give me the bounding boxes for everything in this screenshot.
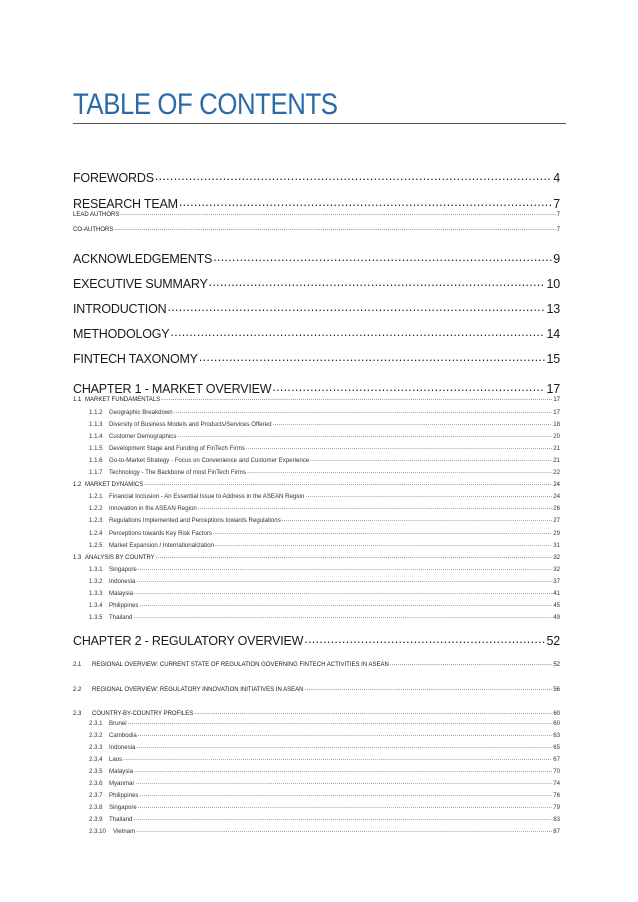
toc-entry-title [73,469,246,477]
toc-entry-page: 60 [553,711,560,717]
dot-leader [390,660,552,666]
toc-entry-page: 41 [553,590,560,598]
toc-entry-page: 65 [553,744,560,752]
toc-entry-number: 2.3.9 [89,816,103,824]
toc-entry-page: 7 [556,227,560,233]
toc-entry-page: 87 [553,828,560,836]
toc-entry[interactable] [73,541,560,550]
toc-entry-page: 17 [546,381,560,396]
toc-entry-page: 4 [553,170,560,185]
toc-entry[interactable] [73,492,560,501]
toc-entry-label: Vietnam [113,828,136,836]
toc-entry[interactable] [73,468,560,477]
dot-leader [272,380,545,393]
dot-leader [179,195,552,208]
toc-entry-title [73,517,281,525]
toc-entry[interactable] [73,275,560,292]
toc-entry[interactable] [73,660,560,669]
toc-entry[interactable] [73,480,560,489]
toc-entry-page: 17 [553,397,560,403]
toc-entry[interactable] [73,210,560,219]
dot-leader [246,444,552,450]
dot-leader [139,601,552,607]
dot-leader [114,225,555,231]
toc-entry[interactable] [73,395,560,404]
toc-entry-number: 1.1.6 [89,457,103,465]
dot-leader [272,420,552,426]
toc-entry-number: 1.1.2 [89,409,103,417]
toc-entry-title [73,352,198,367]
toc-entry[interactable] [73,408,560,417]
toc-entry-title [73,252,212,267]
toc-entry-label: Go-to-Market Strategy - Focus on Convenience and Customer Experience [109,457,310,465]
toc-entry-title [73,493,304,501]
toc-entry-number: 1.3 [73,555,82,561]
toc-entry-title [73,816,132,824]
toc-entry-page: 52 [546,633,560,648]
toc-entry-page: 63 [553,732,560,740]
toc-entry[interactable] [73,432,560,441]
toc-entry-title [73,226,113,234]
toc-entry-label: FINTECH TAXONOMY [73,351,198,366]
toc-entry[interactable] [73,685,560,694]
toc-entry-page: 7 [556,212,560,218]
toc-entry-title [73,661,389,669]
dot-leader [194,709,552,715]
toc-entry-title [73,828,135,836]
toc-entry-page: 32 [553,555,560,561]
toc-entry[interactable] [73,565,560,574]
toc-entry-number: 2.3.6 [89,780,103,788]
dot-leader [310,456,552,462]
toc-entry-label: COUNTRY-BY-COUNTRY PROFILES [92,711,194,717]
toc-entry-title [73,634,303,649]
dot-leader [138,731,552,737]
toc-entry-title [73,756,122,764]
toc-entry-title [73,211,119,219]
dot-leader [136,577,552,583]
toc-entry-page: 10 [546,276,560,291]
dot-leader [247,468,552,474]
toc-entry-page: 7 [553,196,560,211]
toc-entry-label: REGIONAL OVERVIEW: CURRENT STATE OF REGULATION GOVERNING FINTECH ACTIVITIES IN ASEAN [92,662,389,668]
toc-entry-label: Indonesia [109,744,136,752]
title-divider [73,123,566,124]
dot-leader [213,250,552,263]
toc-entry-number: 2.3.7 [89,792,103,800]
toc-entry-label: CO-AUTHORS [73,227,114,233]
dot-leader [198,504,552,510]
toc-entry-page: 60 [553,720,560,728]
toc-entry-number: 1.1.4 [89,433,103,441]
toc-entry[interactable] [73,577,560,586]
toc-entry-title [73,744,135,752]
toc-entry[interactable] [73,350,560,367]
toc-entry-page: 24 [553,482,560,488]
toc-entry[interactable] [73,791,560,800]
dot-leader [135,779,552,785]
toc-entry[interactable] [73,589,560,598]
toc-entry-title [73,530,212,538]
toc-entry[interactable] [73,767,560,776]
toc-entry-page: 32 [553,566,560,574]
toc-entry[interactable] [73,444,560,453]
dot-leader [282,516,552,522]
toc-entry-page: 21 [553,457,560,465]
toc-entry-title [73,409,173,417]
toc-entry[interactable] [73,827,560,836]
dot-leader [133,815,552,821]
toc-entry-page: 27 [553,517,560,525]
toc-entry-number: 1.2.5 [89,542,103,550]
toc-entry-page: 22 [553,469,560,477]
toc-entry-label: ANALYSIS BY COUNTRY [85,555,155,561]
toc-entry[interactable] [73,719,560,728]
toc-entry-number: 1.2 [73,482,82,488]
toc-entry[interactable] [73,504,560,513]
toc-entry[interactable] [73,169,560,186]
toc-entry-number: 1.1.5 [89,445,103,453]
toc-entry[interactable] [73,250,560,267]
toc-entry[interactable] [73,743,560,752]
toc-entry-label: Myanmar [109,780,135,788]
toc-entry-title [73,481,143,489]
toc-entry[interactable] [73,731,560,740]
toc-entry-label: Singapore [109,566,137,574]
toc-entry[interactable] [73,613,560,622]
dot-leader [133,613,552,619]
dot-leader [305,492,552,498]
toc-entry-label: Development Stage and Funding of FinTech Firms [109,445,245,453]
toc-entry-label: Thailand [109,816,133,824]
dot-leader [156,553,553,559]
toc-entry-page: 9 [553,251,560,266]
toc-entry-title [73,302,166,317]
toc-entry-number: 2.1 [73,662,82,668]
toc-entry[interactable] [73,779,560,788]
toc-entry-label: Philippines [109,792,139,800]
dot-leader [138,565,552,571]
toc-entry-title [73,554,155,562]
toc-entry-title [73,505,197,513]
toc-entry-page: 14 [546,326,560,341]
dot-leader [161,395,552,401]
toc-entry-title [73,421,271,429]
dot-leader [136,743,552,749]
toc-entry-label: Singapore [109,804,137,812]
toc-entry-label: Innovation in the ASEAN Region [109,505,197,513]
toc-entry-label: CHAPTER 2 - REGULATORY OVERVIEW [73,633,304,648]
toc-entry-title [73,433,176,441]
toc-entry-title [73,732,137,740]
toc-entry[interactable] [73,803,560,812]
toc-entry-label: Geographic Breakdown [109,409,173,417]
toc-entry[interactable] [73,601,560,610]
toc-entry-page: 26 [553,505,560,513]
toc-entry-page: 79 [553,804,560,812]
toc-entry-label: Diversity of Business Models and Products/Services Offered [109,421,272,429]
dot-leader [167,300,545,313]
toc-entry-number: 2.2 [73,687,82,693]
toc-entry-number: 1.2.1 [89,493,103,501]
toc-entry-number: 1.1 [73,397,82,403]
toc-entry-label: Market Expansion / Internationalization [109,542,215,550]
dot-leader [123,755,552,761]
toc-entry-label: METHODOLOGY [73,326,170,341]
toc-entry[interactable] [73,325,560,342]
toc-entry-title [73,578,135,586]
toc-entry-title [73,445,245,453]
toc-entry-number: 2.3.10 [89,828,106,836]
dot-leader [177,432,552,438]
dot-leader [215,541,552,547]
toc-entry[interactable] [73,456,560,465]
dot-leader [128,719,553,725]
toc-entry-title [73,171,154,186]
toc-entry-label: Brunei [109,720,127,728]
toc-entry-number: 1.1.7 [89,469,103,477]
toc-entry[interactable] [73,709,560,718]
toc-entry-title [73,602,138,610]
toc-entry-title [73,542,214,550]
toc-entry-title [73,686,304,694]
toc-entry-number: 1.2.2 [89,505,103,513]
toc-entry-page: 15 [546,351,560,366]
toc-entry-page: 56 [553,687,560,693]
toc-entry-page: 45 [553,602,560,610]
toc-entry-label: Regulations Implemented and Perceptions towards Regulations [109,517,281,525]
toc-entry-label: MARKET DYNAMICS [85,482,144,488]
toc-entry-page: 74 [553,780,560,788]
toc-entry-number: 1.3.3 [89,590,103,598]
toc-entry-label: Technology - The Backbone of most FinTech Firms [109,469,247,477]
toc-entry-label: LEAD AUTHORS [73,212,120,218]
toc-entry-label: CHAPTER 1 - MARKET OVERVIEW [73,381,272,396]
toc-entry-page: 67 [553,756,560,764]
dot-leader [199,350,546,363]
toc-entry-number: 2.3.2 [89,732,103,740]
toc-entry-label: Laos [109,756,123,764]
toc-entry-label: FOREWORDS [73,170,154,185]
toc-entry-number: 1.1.3 [89,421,103,429]
toc-entry-page: 29 [553,530,560,538]
toc-entry-number: 1.2.4 [89,530,103,538]
toc-entry-page: 76 [553,792,560,800]
toc-entry-label: MARKET FUNDAMENTALS [85,397,161,403]
toc-entry-label: Indonesia [109,578,136,586]
toc-entry-number: 1.2.3 [89,517,103,525]
toc-entry[interactable] [73,529,560,538]
toc-entry-page: 83 [553,816,560,824]
toc-entry-number: 2.3.5 [89,768,103,776]
toc-entry[interactable] [73,420,560,429]
toc-entry-label: Perceptions towards Key Risk Factors [109,530,212,538]
toc-entry-title [73,780,134,788]
dot-leader [305,685,553,691]
toc-entry-title [73,566,137,574]
toc-entry-title [73,710,193,718]
toc-entry[interactable] [73,815,560,824]
toc-entry-number: 1.3.5 [89,614,103,622]
toc-entry-page: 21 [553,445,560,453]
toc-entry-number: 1.3.2 [89,578,103,586]
toc-entry-label: RESEARCH TEAM [73,196,178,211]
toc-entry-number: 1.3.4 [89,602,103,610]
toc-entry-title [73,768,133,776]
toc-entry-page: 18 [553,421,560,429]
toc-entry[interactable] [73,553,560,562]
dot-leader [174,408,553,414]
toc-entry-label: Cambodia [109,732,137,740]
toc-entry-title [73,614,132,622]
dot-leader [134,589,552,595]
toc-entry-title [73,804,137,812]
toc-entry[interactable] [73,300,560,317]
toc-entry-label: Malaysia [109,590,134,598]
toc-entry-title [73,792,138,800]
dot-leader [304,632,545,645]
toc-entry-number: 2.3.3 [89,744,103,752]
toc-entry[interactable] [73,516,560,525]
toc-entry-label: INTRODUCTION [73,301,167,316]
toc-entry-page: 17 [553,409,560,417]
toc-entry-number: 2.3 [73,711,82,717]
page-title: TABLE OF CONTENTS [73,88,338,121]
dot-leader [139,791,552,797]
toc-entry-page: 49 [553,614,560,622]
toc-entry-number: 1.3.1 [89,566,103,574]
toc-entry[interactable] [73,225,560,234]
toc-entry-title [73,457,309,465]
toc-entry-page: 52 [553,662,560,668]
toc-entry-label: Financial Inclusion - An Essential Issue to Address in the ASEAN Region [109,493,305,501]
toc-entry-label: Malaysia [109,768,134,776]
dot-leader [134,767,552,773]
toc-entry-label: Philippines [109,602,139,610]
toc-entry-page: 13 [546,301,560,316]
toc-entry-title [73,590,133,598]
toc-entry-title [73,396,160,404]
toc-entry-page: 20 [553,433,560,441]
dot-leader [120,210,555,216]
toc-entry-label: EXECUTIVE SUMMARY [73,276,208,291]
toc-entry-label: Customer Demographics [109,433,177,441]
toc-entry-label: ACKNOWLEDGEMENTS [73,251,213,266]
toc-entry[interactable] [73,632,560,649]
dot-leader [209,275,546,288]
toc-entry-number: 2.3.1 [89,720,103,728]
toc-entry[interactable] [73,755,560,764]
toc-entry-label: Thailand [109,614,133,622]
toc-entry-title [73,327,169,342]
dot-leader [170,325,545,338]
toc-entry-label: REGIONAL OVERVIEW: REGULATORY INNOVATION INITIATIVES IN ASEAN [92,687,304,693]
toc-entry-page: 37 [553,578,560,586]
dot-leader [144,480,552,486]
toc-entry-page: 31 [553,542,560,550]
dot-leader [155,169,552,182]
dot-leader [138,803,552,809]
toc-entry-title [73,720,127,728]
dot-leader [213,529,552,535]
toc-entry-page: 24 [553,493,560,501]
toc-entry-page: 70 [553,768,560,776]
toc-entry-number: 2.3.4 [89,756,103,764]
toc-entry-number: 2.3.8 [89,804,103,812]
dot-leader [136,827,552,833]
toc-entry-title [73,277,208,292]
